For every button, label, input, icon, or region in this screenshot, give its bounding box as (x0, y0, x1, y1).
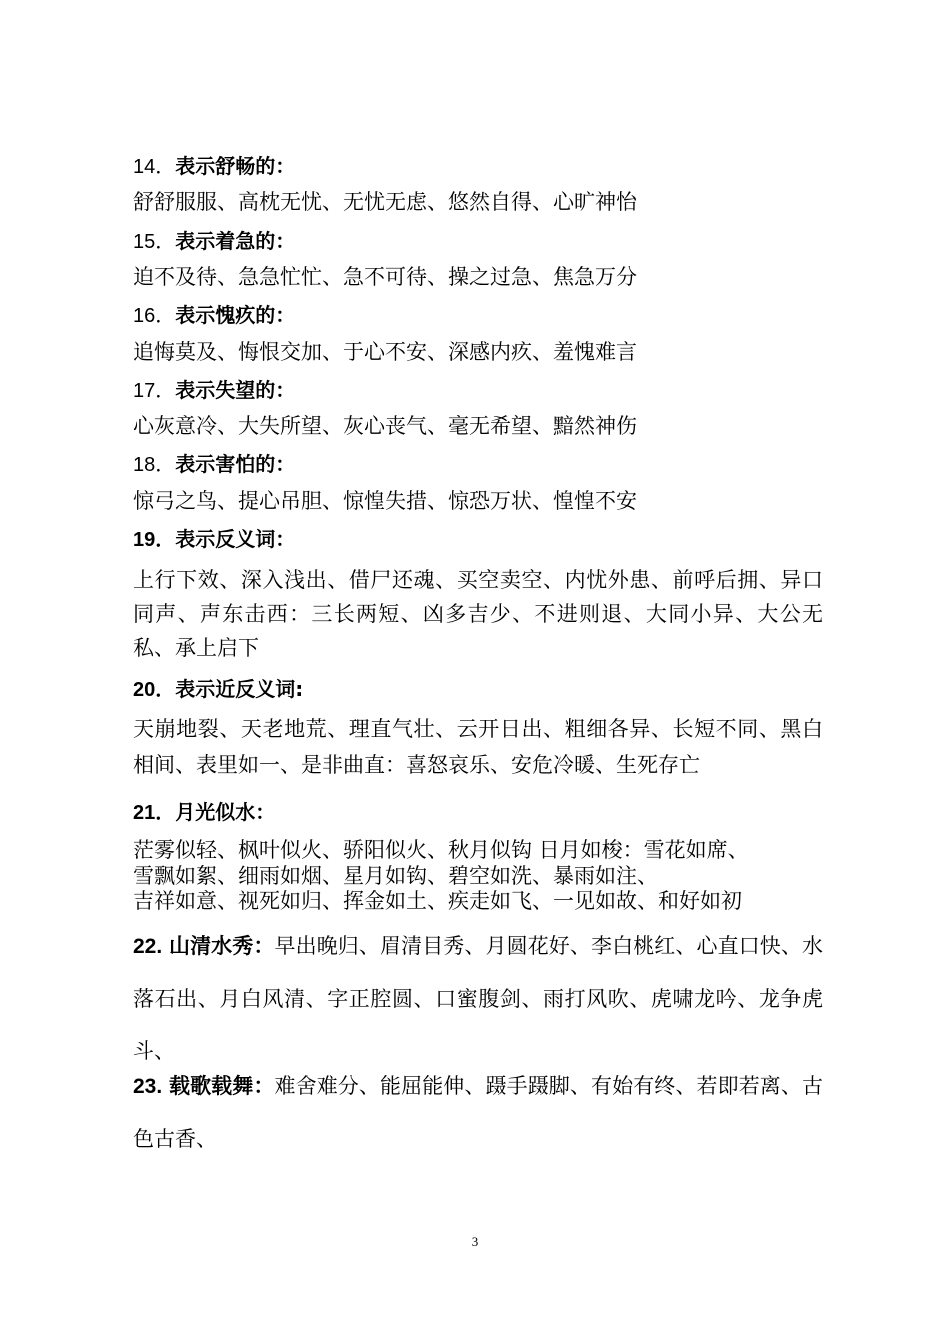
section-number: 21． (133, 802, 176, 824)
page-number: 3 (471, 1234, 479, 1249)
section-text-line: 茫雾似轻、枫叶似火、骄阳似火、秋月似钩 日月如梭：雪花如席、 (133, 838, 749, 862)
section-paragraph (133, 920, 823, 1076)
section-title: 载歌载舞： (168, 1074, 275, 1098)
section-title: 山清水秀： (168, 934, 275, 958)
section-text: 舒舒服服、高枕无忧、无忧无虑、悠然自得、心旷神怡 (133, 190, 637, 214)
section-number: 19． (133, 529, 176, 551)
section-title: 表示害怕的： (175, 452, 296, 476)
section-heading (133, 153, 823, 180)
section-title: 表示近反义词: (175, 677, 304, 701)
section-text: 迫不及待、急急忙忙、急不可待、操之过急、焦急万分 (133, 265, 637, 289)
section-heading (133, 676, 823, 703)
section-text: 天崩地裂、天老地荒、理直气壮、云开日出、粗细各异、长短不同、黑白相间、表里如一、是非曲直：喜怒哀乐、安危冷暖、生死存亡 (133, 717, 823, 777)
section-text: 难舍难分、能屈能伸、蹑手蹑脚、有始有终、若即若离、古色古香、 (133, 1074, 823, 1151)
section-title: 表示舒畅的： (175, 154, 296, 178)
section-title: 月光似水： (175, 800, 276, 824)
section-heading (133, 799, 823, 826)
section-text: 心灰意冷、大失所望、灰心丧气、毫无希望、黯然神伤 (133, 414, 637, 438)
section-text-line: 雪飘如絮、细雨如烟、星月如钩、碧空如洗、暴雨如注、 (133, 864, 658, 888)
section-number: 15． (133, 231, 176, 253)
section-paragraph (133, 1060, 823, 1164)
section-number: 22. (133, 935, 163, 958)
section-number: 16． (133, 305, 176, 327)
section-text-line: 吉祥如意、视死如归、挥金如土、疾走如飞、一见如故、和好如初 (133, 889, 742, 913)
section-text: 早出晚归、眉清目秀、月圆花好、李白桃红、心直口快、水落石出、月白风清、字正腔圆、口蜜腹剑、雨打风吹、虎啸龙吟、龙争虎斗、 (133, 934, 823, 1063)
section-number: 18． (133, 454, 176, 476)
section-text: 追悔莫及、悔恨交加、于心不安、深感内疚、羞愧难言 (133, 340, 637, 364)
section-number: 20． (133, 679, 176, 701)
section-title: 表示愧疚的： (175, 303, 296, 327)
section-number: 14． (133, 156, 176, 178)
section-title: 表示失望的： (175, 378, 296, 402)
section-heading (133, 228, 823, 255)
section-text: 上行下效、深入浅出、借尸还魂、买空卖空、内忧外患、前呼后拥、异口同声、声东击西：三长两短、凶多吉少、不进则退、大同小异、大公无私、承上启下 (133, 568, 823, 660)
section-title: 表示着急的： (175, 229, 296, 253)
section-heading (133, 451, 823, 478)
section-title: 表示反义词： (175, 527, 296, 551)
section-heading (133, 526, 823, 553)
section-number: 23. (133, 1075, 163, 1098)
section-heading (133, 302, 823, 329)
section-heading (133, 377, 823, 404)
section-number: 17． (133, 380, 176, 402)
section-text: 惊弓之鸟、提心吊胆、惊惶失措、惊恐万状、惶惶不安 (133, 489, 637, 513)
